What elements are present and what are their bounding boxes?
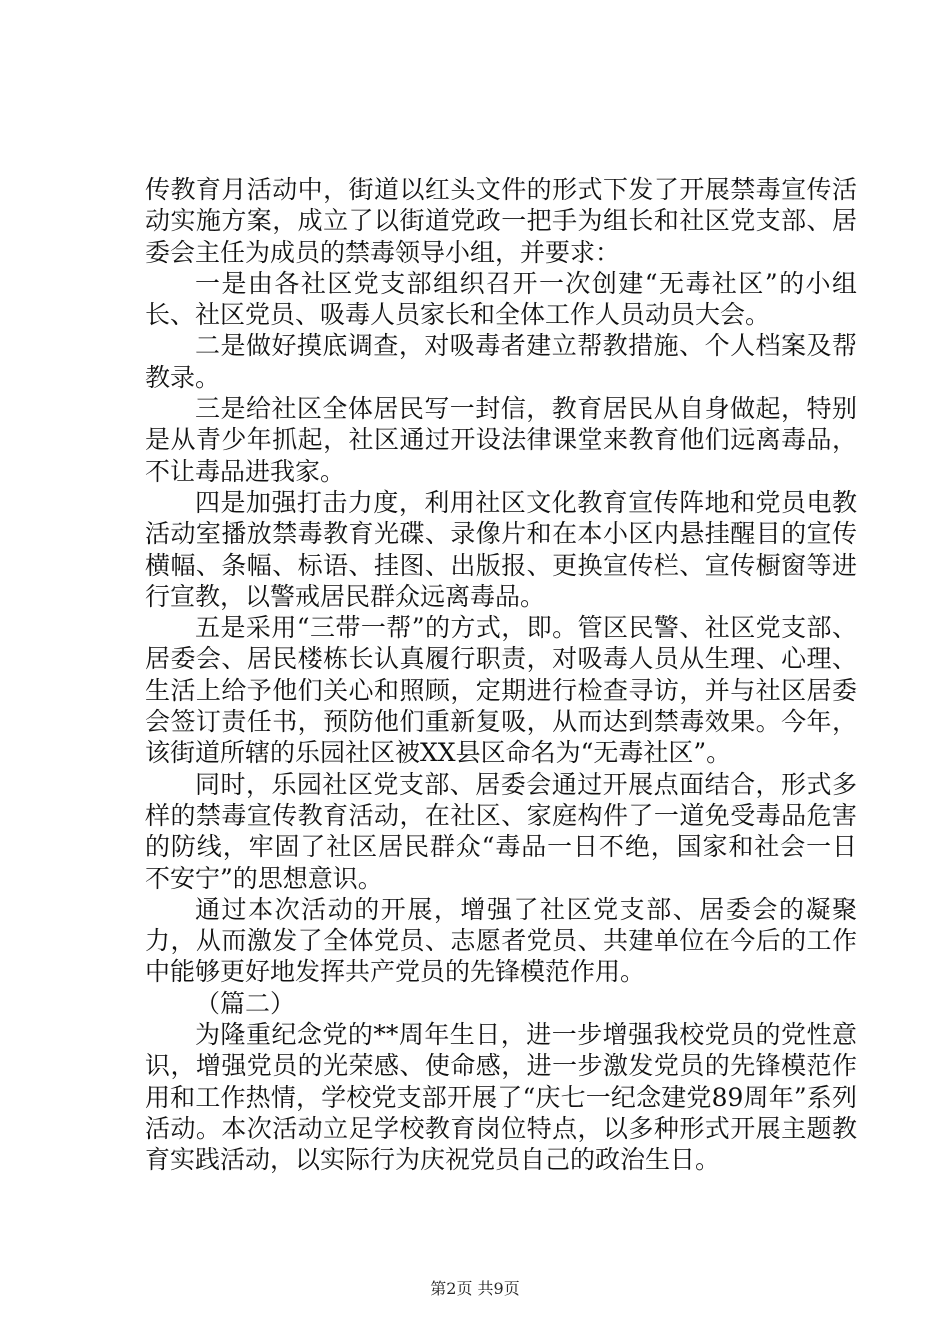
section-heading-part-two: （篇二） [195, 988, 296, 1018]
document-body [145, 174, 857, 1176]
paragraph-3: 二是做好摸底调查，对吸毒者建立帮教措施、个人档案及帮教录。 [145, 331, 857, 392]
paragraph-2: 一是由各社区党支部组织召开一次创建“无毒社区”的小组长、社区党员、吸毒人员家长和全体工作人员动员大会。 [145, 268, 857, 330]
paragraph-7: 同时，乐园社区党支部、居委会通过开展点面结合，形式多样的禁毒宣传教育活动，在社区、家庭构件了一道免受毒品危害的防线，牢固了社区居民群众“毒品一日不绝，国家和社会一日不安宁”的思想意识。 [145, 769, 857, 893]
paragraph-6: 五是采用“三带一帮”的方式，即。管区民警、社区党支部、居委会、居民楼栋长认真履行职责，对吸毒人员从生理、心理、生活上给予他们关心和照顾，定期进行检查寻访，并与社区居委会签订责任书，预防他们重新复吸，从而达到禁毒效果。今年，该街道所辖的乐园社区被XX县区命名为“无毒社区”。 [145, 613, 857, 768]
paragraph-4: 三是给社区全体居民写一封信，教育居民从自身做起，特别是从青少年抓起，社区通过开设法律课堂来教育他们远离毒品，不让毒品进我家。 [145, 394, 857, 486]
paragraph-1: 传教育月活动中，街道以红头文件的形式下发了开展禁毒宣传活动实施方案，成立了以街道党政一把手为组长和社区党支部、居委会主任为成员的禁毒领导小组，并要求： [145, 175, 857, 267]
page-footer [0, 1279, 950, 1299]
paragraph-5: 四是加强打击力度，利用社区文化教育宣传阵地和党员电教活动室播放禁毒教育光碟、录像片和在本小区内悬挂醒目的宣传横幅、条幅、标语、挂图、出版报、更换宣传栏、宣传橱窗等进行宣教，以警戒居民群众远离毒品。 [145, 487, 857, 611]
paragraph-8: 通过本次活动的开展，增强了社区党支部、居委会的凝聚力，从而激发了全体党员、志愿者党员、共建单位在今后的工作中能够更好地发挥共产党员的先锋模范作用。 [145, 894, 857, 987]
paragraph-10: 为隆重纪念党的**周年生日，进一步增强我校党员的党性意识，增强党员的光荣感、使命感，进一步激发党员的先锋模范作用和工作热情，学校党支部开展了“庆七一纪念建党89周年”系列活动。本次活动立足学校教育岗位特点，以多种形式开展主题教育实践活动，以实际行为庆祝党员自己的政治生日。 [145, 1020, 857, 1175]
page-number-label: 第2页 共9页 [430, 1279, 520, 1298]
